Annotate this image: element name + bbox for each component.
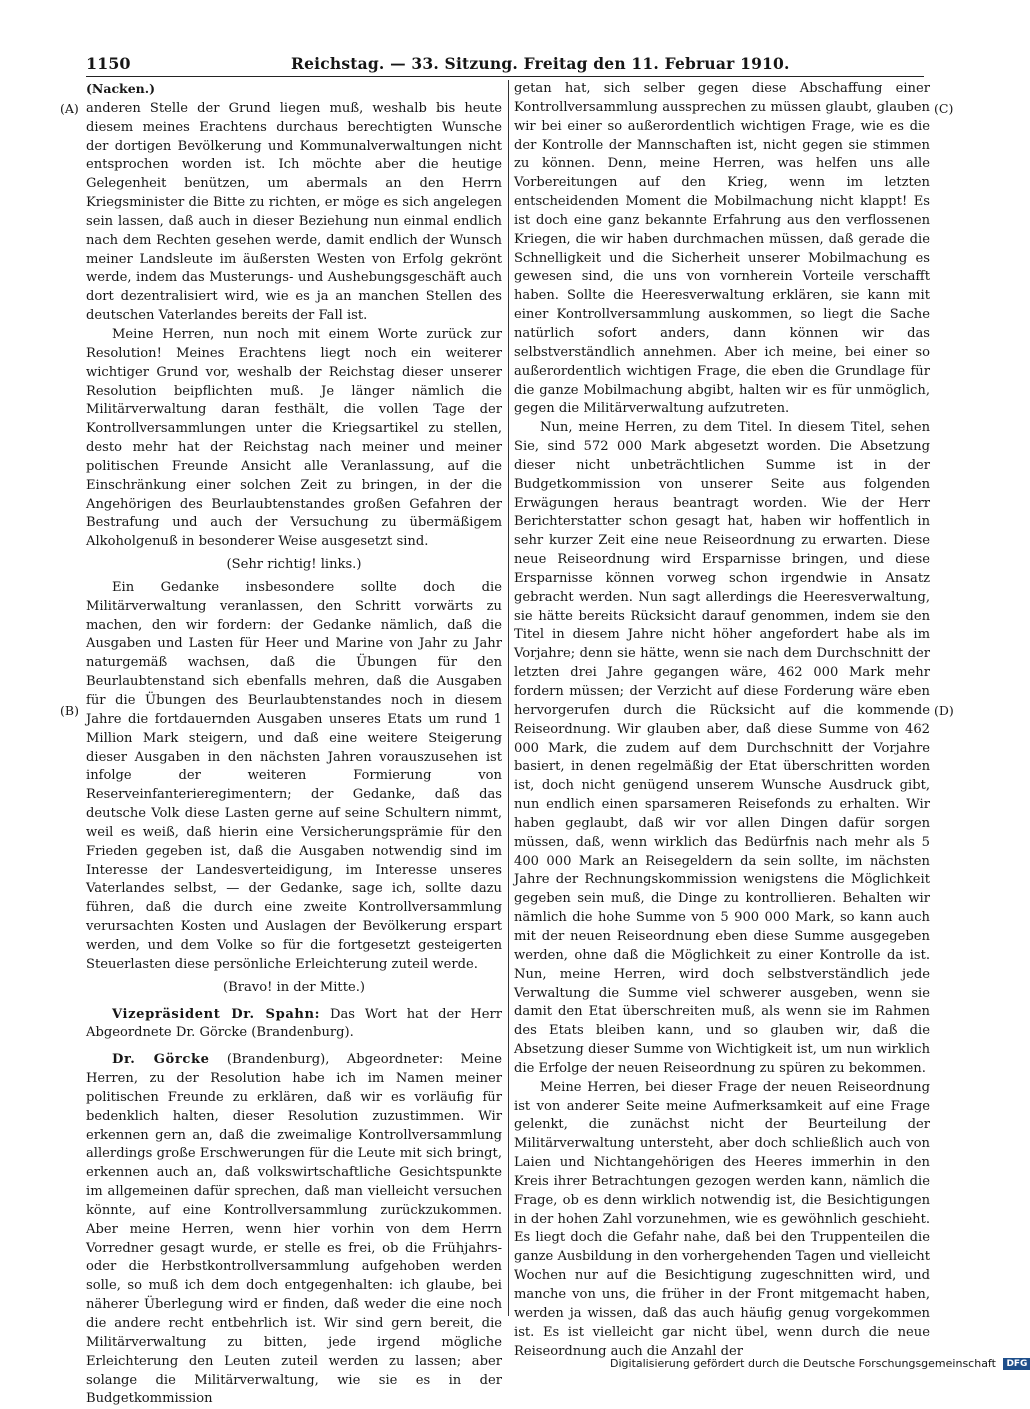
page-header [86, 52, 924, 77]
paragraph: getan hat, sich selber gegen diese Abschaffung einer Kontrollversammlung aussprechen zu müssen glaubt, glauben wir bei einer so außerordentlich wichtigen Frage, wie es die der Kontrolle der Mannschaften ist, nicht gegen sie stimmen zu können. Denn, meine Herren, was helfen uns alle Vorbereitungen auf den Krieg, wenn im letzten entscheidenden Moment die Mobilmachung nicht klappt! Es ist doch eine ganz bekannte Erfahrung aus den verflossenen Kriegen, die wir haben durchmachen müssen, daß gerade die Schnelligkeit und die Sicherheit unserer Mobilmachung es gewesen sind, die uns von vornherein Vorteile verschafft haben. Sollte die Heeresverwaltung erklären, sie kann mit einer Kontrollversammlung auskommen, so liegt die Sache natürlich sofort anders, dann können wir das selbstverständlich annehmen. Aber ich meine, bei einer so außerordentlich wichtigen Frage, die eben die Grundlage für die ganze Mobilmachung abgibt, halten wir es für unmöglich, gegen die Militärverwaltung aufzutreten. [514, 81, 930, 417]
speaker-continuation-label: (Nacken.) [86, 81, 156, 96]
interjection: (Sehr richtig! links.) [226, 557, 362, 573]
margin-marker-c: (C) [934, 101, 954, 116]
running-head: Reichstag. — 33. Sitzung. Freitag den 11. Februar 1910. [291, 54, 790, 73]
paragraph: Nun, meine Herren, zu dem Titel. In diesem Titel, sehen Sie, sind 572 000 Mark abgesetzt worden. Die Absetzung dieser nicht unbeträchtlichen Summe ist in der Budgetkommission von unserer Seite aus folgenden Erwägungen heraus beantragt worden. Wie der Herr Berichterstatter schon gesagt hat, haben wir hoffentlich in sehr kurzer Zeit eine neue Reiseordnung zu erwarten. Diese neue Reiseordnung wird Ersparnisse bringen, und diese Ersparnisse können vorweg schon irgendwie in Ansatz gebracht werden. Nun sagt allerdings die Heeresverwaltung, sie hätte bereits Rücksicht darauf genommen, indem sie den Titel in diesem Jahre nicht höher angefordert habe als im Vorjahre; denn sie hätte, wenn sie nach dem Durchschnitt der letzten drei Jahre gegangen wäre, 462 000 Mark mehr fordern müssen; der Verzicht auf diese Forderung wäre eben hervorgerufen durch die Rücksicht auf die kommende Reiseordnung. Wir glauben aber, daß diese Summe von 462 000 Mark, die zudem auf dem Durchschnitt der Vorjahre basiert, in denen regelmäßig der Etat überschritten worden ist, doch nicht genügend unserem Wunsche Ausdruck gibt, nun endlich einen sparsameren Reisefonds zu erhalten. Wir haben geglaubt, daß wir vor allen Dingen dafür sorgen müssen, daß, wenn wirklich das Bedürfnis nach mehr als 5 400 000 Mark an Reisegeldern da sein sollte, im nächsten Jahre der Rechnungskommission wenigstens die Möglichkeit gegeben sein muß, die Dinge zu kontrollieren. Behalten wir nämlich die hohe Summe von 5 900 000 Mark, so kann auch mit der neuen Reiseordnung eben diese Summe ausgegeben werden, ohne daß die Möglichkeit zu einer Kontrolle da ist. Nun, meine Herren, wird doch selbstverständlich jede Verwaltung die Summe viel schwerer ausgeben, wenn sie damit den Etat überschreiten muß, als wenn sie im Rahmen des Etats bleiben kann, und so glauben wir, daß die Absetzung dieser Summe von Wichtigkeit ist, um nun wirklich die Erfolge der neuen Reiseordnung zu spüren zu bekommen. [514, 420, 930, 1076]
paragraph: Vizepräsident Dr. Spahn: Das Wort hat der Herr Abgeordnete Dr. Görcke (Brandenburg). [86, 1006, 503, 1041]
right-column [514, 80, 930, 1361]
footer-text: Digitalisierung gefördert durch die Deutsche Forschungsgemeinschaft [610, 1357, 996, 1370]
left-column [86, 80, 502, 1409]
paragraph: Ein Gedanke insbesondere sollte doch die Militärverwaltung veranlassen, den Schritt vorwärts zu machen, den wir fordern: der Gedanke nämlich, daß die Ausgaben und Lasten für Heer und Marine von Jahr zu Jahr naturgemäß wachsen, daß die Übungen für den Beurlaubtenstand sich ebenfalls mehren, daß die Ausgaben für die Übungen des Beurlaubtenstandes noch in diesem Jahre die fortdauernden Ausgaben unseres Etats um rund 1 Million Mark steigern, und daß eine weitere Steigerung dieser Ausgaben in den nächsten Jahren vorauszusehen ist infolge der weiteren Formierung von Reserveinfanterieregimentern; der Gedanke, daß das deutsche Volk diese Lasten gerne auf seine Schultern nimmt, weil es weiß, daß hierin eine Versicherungsprämie für den Frieden gegeben ist, daß die Ausgaben notwendig sind im Interesse der Landesverteidigung, im Interesse unseres Vaterlandes selbst, — der Gedanke, sage ich, sollte dazu führen, daß die durch eine zweite Kontrollversammlung verursachten Kosten und Auslagen der Bevölkerung erspart werden, und dem Volke so für die fortgesetzt gesteigerten Steuerlasten diese persönliche Erleichterung zuteil werde. [86, 579, 502, 972]
margin-marker-a: (A) [60, 101, 79, 116]
digitization-footer [610, 1357, 1028, 1370]
margin-marker-d: (D) [934, 703, 954, 718]
speaker-name: Vizepräsident Dr. Spahn: [112, 1006, 321, 1022]
page-number: 1150 [86, 54, 131, 73]
paragraph: Meine Herren, bei dieser Frage der neuen Reiseordnung ist von anderer Seite meine Aufmerksamkeit auf eine Frage gelenkt, die zunächst nicht der Beurteilung der Militärverwaltung untersteht, aber doch schließlich auch von Laien und Nichtangehörigen des Heeres immerhin in den Kreis ihrer Betrachtungen gezogen werden kann, nämlich die Frage, ob es denn wirklich notwendig ist, die Besichtigungen in der hohen Zahl vorzunehmen, wie es gewöhnlich geschieht. Es liegt doch die Gefahr nahe, daß bei den Truppenteilen die ganze Ausbildung in den vorhergehenden Tagen und vielleicht Wochen nur auf die Besichtigung zugeschnitten wird, und manche von uns, die früher in der Front mitgemacht haben, werden ja wissen, daß das auch häufig genug vorgekommen ist. Es ist vielleicht gar nicht übel, wenn durch die neue Reiseordnung auch die Anzahl der [514, 1079, 930, 1359]
column-divider [508, 80, 509, 1316]
margin-marker-b: (B) [60, 703, 79, 718]
interjection: (Bravo! in der Mitte.) [223, 979, 365, 995]
speaker-name: Dr. Görcke [112, 1052, 210, 1068]
paragraph: Meine Herren, nun noch mit einem Worte zurück zur Resolution! Meines Erachtens liegt noch ein weiterer wichtiger Grund vor, weshalb der Reichstag dieser unserer Resolution beipflichten muß. Je länger nämlich die Militärverwaltung daran festhält, die vollen Tage der Kontrollversammlungen unter die Kriegsartikel zu stellen, desto mehr hat der Reichstag nach meiner und meiner politischen Freunde Ansicht alle Veranlassung, auf die Einschränkung einer solchen Zeit zu bringen, in der die Angehörigen des Beurlaubtenstandes großen Gefahren der Bestrafung und auch der Versuchung zu übermäßigem Alkoholgenuß in besonderer Weise ausgesetzt sind. [86, 326, 502, 550]
dfg-logo-icon: DFG [1003, 1358, 1030, 1370]
paragraph: anderen Stelle der Grund liegen muß, weshalb bis heute diesem meines Erachtens durchaus berechtigten Wunsche der dortigen Bevölkerung und Kommunalverwaltungen nicht entsprochen worden ist. Ich möchte aber die heutige Gelegenheit benützen, um abermals an den Herrn Kriegsminister die Bitte zu richten, er möge es sich angelegen sein lassen, daß auch in dieser Beziehung nun einmal endlich nach dem Rechten gesehen werde, damit endlich der Wunsch meiner Landsleute im äußersten Westen von Erfolg gekrönt werde, indem das Musterungs- und Aushebungsgeschäft auch dort dezentralisiert wird, wie es ja an manchen Stellen des deutschen Vaterlandes bereits der Fall ist. [86, 100, 502, 324]
paragraph: Dr. Görcke (Brandenburg), Abgeordneter: Meine Herren, zu der Resolution habe ich im Namen meiner politischen Freunde zu erklären, daß wir es vorläufig für bedenklich halten, dieser Resolution zuzustimmen. Wir erkennen gern an, daß die zweimalige Kontrollversammlung allerdings große Erschwerungen für die Leute mit sich bringt, erkennen auch an, daß volkswirtschaftliche Gesichtspunkte im allgemeinen dafür sprechen, daß man vielleicht versuchen könnte, auf eine Kontrollversammlung zurückzukommen. Aber meine Herren, wenn hier vorhin von dem Herrn Vorredner gesagt wurde, er stelle es frei, ob die Frühjahrs- oder die Herbstkontrollversammlung aufgehoben werden solle, so muß ich dem doch entgegenhalten: ich glaube, bei näherer Überlegung wird er finden, daß weder die eine noch die andere recht entbehrlich ist. Wir sind gern bereit, die Militärverwaltung zu bitten, jede irgend mögliche Erleichterung den Leuten zuteil werden zu lassen; aber solange die Militärverwaltung, wie sie es in der Budgetkommission [86, 1052, 502, 1407]
